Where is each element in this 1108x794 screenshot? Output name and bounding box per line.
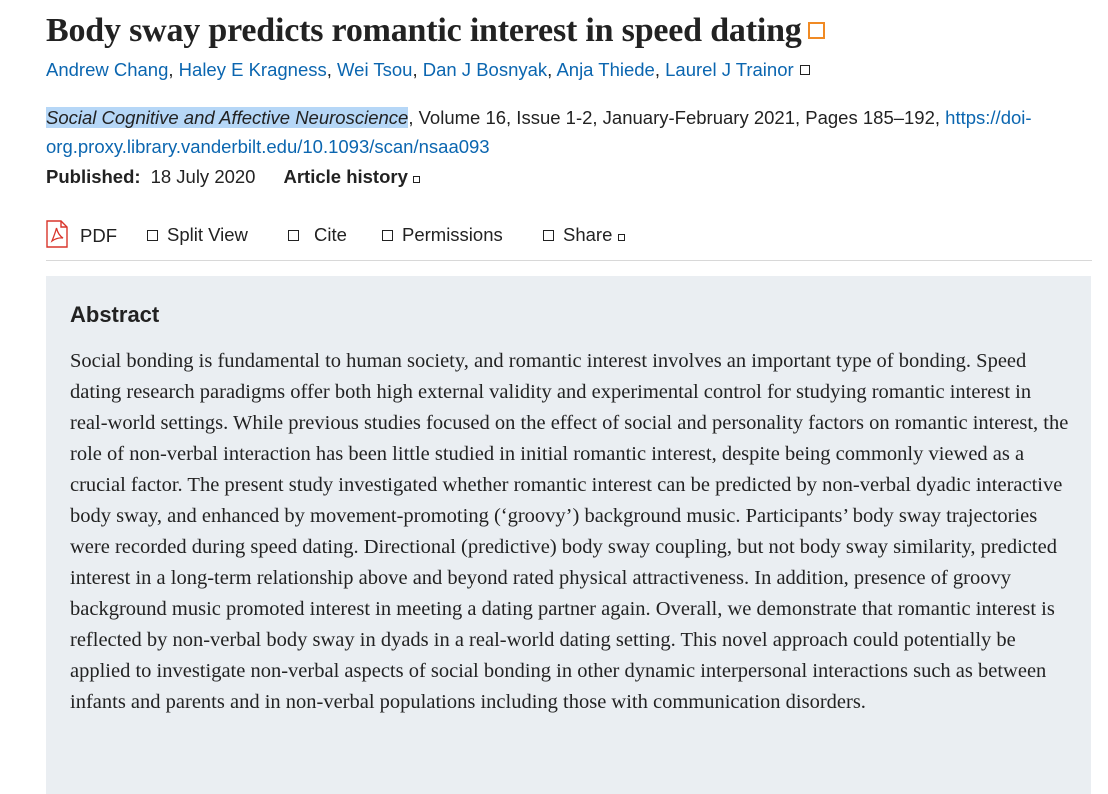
share-icon: [543, 230, 554, 241]
pdf-button[interactable]: [46, 224, 117, 248]
abstract-text: Social bonding is fundamental to human society, and romantic interest involves an important type of bonding. Speed dating research paradigms offer both high external validity and experimental control for studying romantic interest in real-world settings. While previous studies focused on the effect of social and personality factors on romantic interest, the role of non-verbal interaction has been little studied in initial romantic interest, despite being commonly viewed as a crucial factor. The present study investigated whether romantic interest can be predicted by non-verbal dyadic interactive body sway, and enhanced by movement-promoting (‘groovy’) background music. Participants’ body sway trajectories were recorded during speed dating. Directional (predictive) body sway coupling, but not body sway similarity, predicted interest in a long-term relationship above and beyond rated physical attractiveness. In addition, presence of groovy background music promoted interest in meeting a dating partner again. Overall, we demonstrate that romantic interest is reflected by non-verbal body sway in dyads in a real-world dating setting. This novel approach could potentially be applied to investigate non-verbal aspects of social bonding in other dynamic interpersonal interactions such as between infants and parents and in non-verbal populations including those with communication disorders.: [70, 350, 1069, 713]
permissions-icon: [382, 230, 393, 241]
author-link[interactable]: Haley E Kragness: [178, 59, 327, 80]
expand-icon: [413, 176, 420, 183]
split-view-icon: [147, 230, 158, 241]
split-view-button[interactable]: [147, 224, 248, 246]
author-link[interactable]: Dan J Bosnyak: [422, 59, 548, 80]
author-separator: ,: [168, 59, 179, 80]
author-list: [46, 59, 810, 81]
author-info-icon[interactable]: [800, 65, 810, 75]
author-separator: ,: [412, 59, 423, 80]
share-label: Share: [563, 224, 613, 245]
author-link[interactable]: Anja Thiede: [556, 59, 655, 80]
author-link[interactable]: Andrew Chang: [46, 59, 169, 80]
cite-button[interactable]: [288, 224, 347, 246]
doi-link[interactable]: https://doi-org.proxy.library.vanderbilt.edu/10.1093/scan/nsaa093: [46, 107, 1032, 157]
citation: [46, 103, 1086, 161]
share-button[interactable]: [543, 224, 625, 246]
permissions-button[interactable]: [382, 224, 503, 246]
cite-label: Cite: [314, 224, 347, 245]
abstract-heading: Abstract: [70, 302, 160, 327]
author-separator: ,: [547, 59, 557, 80]
citation-details: , Volume 16, Issue 1-2, January-February 2021, Pages 185–192,: [408, 107, 946, 128]
article-toolbar: [46, 220, 1092, 261]
article-title: Body sway predicts romantic interest in speed dating: [46, 12, 802, 49]
published-label: Published:: [46, 166, 141, 187]
title-row: [46, 12, 825, 50]
article-history-toggle[interactable]: [283, 166, 419, 187]
abstract-section: [46, 276, 1091, 794]
author-link[interactable]: Laurel J Trainor: [665, 59, 794, 80]
cite-icon: [288, 230, 299, 241]
chevron-down-icon: [618, 234, 625, 241]
author-separator: ,: [654, 59, 666, 80]
pdf-label: PDF: [80, 225, 117, 246]
open-access-icon[interactable]: [808, 22, 825, 39]
article-history-label: Article history: [283, 166, 408, 187]
journal-name[interactable]: Social Cognitive and Affective Neuroscience: [46, 107, 409, 128]
author-separator: ,: [326, 59, 338, 80]
author-link[interactable]: Wei Tsou: [337, 59, 413, 80]
pdf-icon: [46, 220, 68, 248]
published-date: 18 July 2020: [150, 166, 256, 187]
split-view-label: Split View: [167, 224, 248, 245]
permissions-label: Permissions: [402, 224, 503, 245]
publication-info: [46, 166, 420, 188]
